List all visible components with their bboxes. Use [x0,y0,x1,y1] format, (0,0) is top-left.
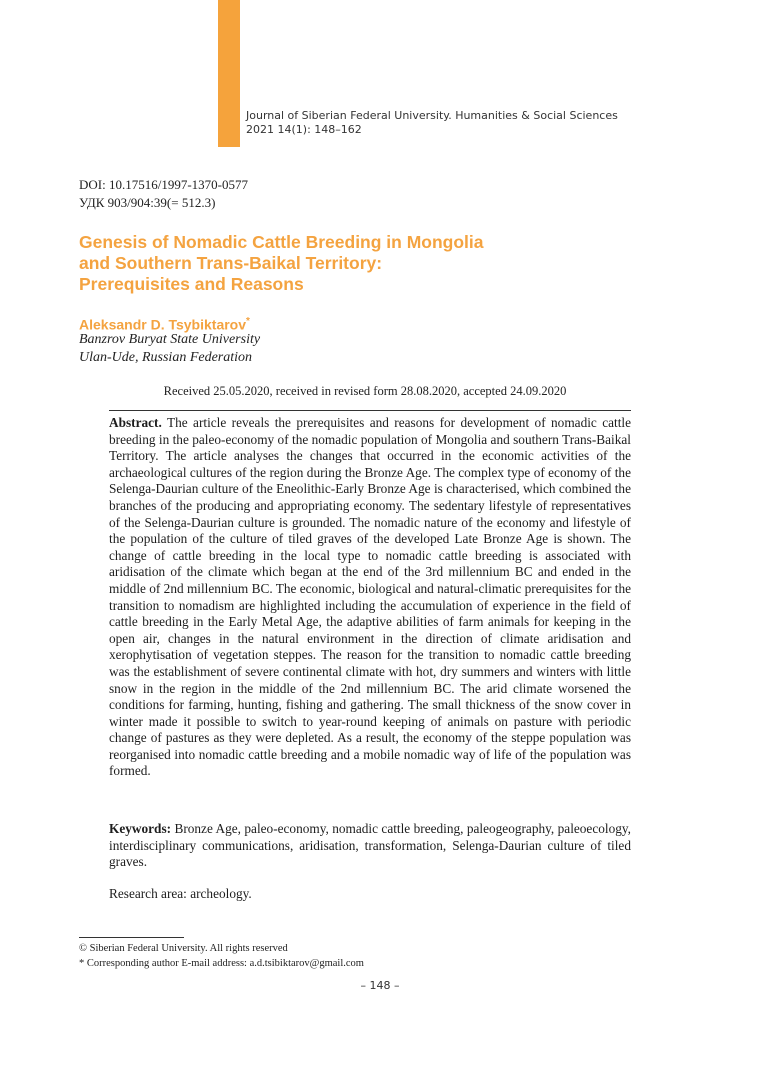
abstract-label: Abstract. [109,415,162,430]
author-mark: * [246,316,250,327]
journal-issue: 2021 14(1): 148–162 [246,123,362,136]
article-meta [79,176,248,212]
footnote-divider [79,937,184,938]
author-name: Aleksandr D. Tsybiktarov [79,316,247,333]
title-line: Genesis of Nomadic Cattle Breeding in Mongolia [79,232,484,252]
affiliation-location: Ulan-Ude, Russian Federation [79,349,253,365]
journal-header [246,109,618,137]
received-dates: Received 25.05.2020, received in revised form 28.08.2020, accepted 24.09.2020 [163,384,567,398]
article-title [79,232,484,295]
title-line: Prerequisites and Reasons [79,274,304,294]
keywords-text: Bronze Age, paleo-economy, nomadic cattle breeding, paleogeography, paleoecology, interdisciplinary communications, aridisation, transformation, Selenga-Daurian culture of tiled graves. [109,821,631,870]
abstract-text: The article reveals the prerequisites and reasons for development of nomadic cattle breeding in the paleo-economy of the nomadic population of Mongolia and southern Trans-Baikal Territory. The article analyses the changes that occurred in the economic activities of the archaeological cultures of the region during the Bronze Age. The complex type of economy of the Selenga-Daurian culture of the Eneolithic-Early Bronze Age is characterised, which combined the branches of the producing and appropriating economy. The sedentary lifestyle of representatives of the Selenga-Daurian culture is grounded. The nomadic nature of the economy and lifestyle of the population of the culture of tiled graves of the developed Late Bronze Age is shown. The change of cattle breeding in the local type to nomadic cattle breeding is associated with aridisation of the climate which began at the end of the 3rd millennium BC and ended in the middle of 2nd millennium BC. The economic, biological and natural-climatic prerequisites for the transition to nomadism are highlighted including the accumulation of experience in the field of cattle breeding in the Early Metal Age, the adaptive abilities of farm animals for keeping in the open air, changes in the natural environment in the direction of climate aridisation and xerophytisation of vegetation steppes. The reason for the transition to nomadic cattle breeding was the establishment of severe continental climate with hot, dry summers and winters with little snow in the region in the middle of the 2nd millennium BC. The arid climate worsened the conditions for farming, hunting, fishing and gathering. The small thickness of the snow cover in winter made it possible to switch to year-round keeping of animals on pasture with periodic change of pastures as they were depleted. As a result, the economy of the steppe population was reorganised into nomadic cattle breeding and a mobile nomadic way of life of the population was formed. [109,415,632,779]
udk: УДК 903/904:39(= 512.3) [79,195,216,210]
divider [109,410,631,411]
keywords-label: Keywords: [109,821,172,836]
journal-accent-bar [218,0,240,147]
abstract [109,415,631,780]
journal-name: Journal of Siberian Federal University. Humanities & Social Sciences [246,109,618,122]
page-number: – 148 – [360,979,400,992]
keywords [109,821,631,871]
footnotes [79,942,364,971]
doi[interactable]: DOI: 10.17516/1997-1370-0577 [79,177,248,192]
affiliation-university: Banzrov Buryat State University [79,332,261,347]
affiliation [79,331,260,366]
corresponding-note: * Corresponding author E-mail address: a.d.tsibiktarov@gmail.com [79,957,364,969]
copyright-note: © Siberian Federal University. All rights reserved [79,943,288,954]
research-area: Research area: archeology. [109,886,252,901]
title-line: and Southern Trans-Baikal Territory: [79,253,383,273]
